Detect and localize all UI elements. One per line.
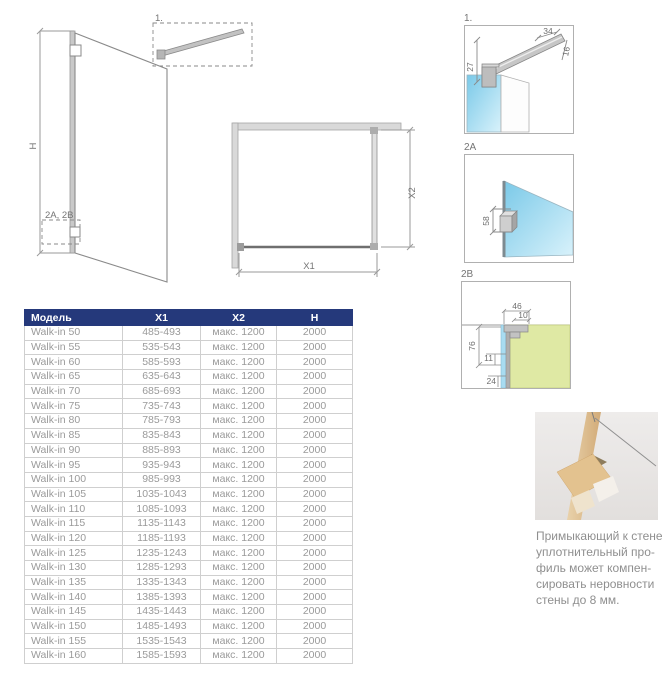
table-row <box>25 458 353 473</box>
table-row <box>25 634 353 649</box>
bracket-plate <box>504 325 528 332</box>
cell-h: 2000 <box>277 619 353 634</box>
header-x1: X1 <box>123 310 201 326</box>
cell-x1: 1385-1393 <box>123 590 201 605</box>
seal-profile-section <box>506 325 510 388</box>
cell-model: Walk-in 100 <box>25 472 123 487</box>
cell-x1: 935-943 <box>123 458 201 473</box>
dim-16-label: 16 <box>560 45 572 58</box>
cell-h: 2000 <box>277 575 353 590</box>
cell-model: Walk-in 90 <box>25 443 123 458</box>
spec-table-header <box>25 310 353 326</box>
cell-model: Walk-in 150 <box>25 619 123 634</box>
cell-x1: 1485-1493 <box>123 619 201 634</box>
detail-1-box <box>464 25 574 134</box>
cell-x2: макс. 1200 <box>201 590 277 605</box>
bottom-wall-bracket <box>70 227 80 237</box>
glass-side-face <box>501 75 529 132</box>
cell-h: 2000 <box>277 472 353 487</box>
cell-x1: 785-793 <box>123 414 201 429</box>
cell-h: 2000 <box>277 384 353 399</box>
note-line: Примыкающий к стене <box>536 529 663 543</box>
cell-model: Walk-in 135 <box>25 575 123 590</box>
support-bar-clamp <box>157 50 165 59</box>
cell-x2: макс. 1200 <box>201 458 277 473</box>
cell-h: 2000 <box>277 326 353 341</box>
cell-model: Walk-in 85 <box>25 428 123 443</box>
cell-h: 2000 <box>277 443 353 458</box>
bracket-step <box>510 332 520 338</box>
table-row <box>25 384 353 399</box>
cell-h: 2000 <box>277 546 353 561</box>
note-line: сировать неровности <box>536 577 655 591</box>
cell-h: 2000 <box>277 340 353 355</box>
cell-model: Walk-in 145 <box>25 605 123 620</box>
cell-x1: 885-893 <box>123 443 201 458</box>
cell-h: 2000 <box>277 590 353 605</box>
dim-10-label: 10 <box>518 310 528 320</box>
bar-clamp-front <box>482 67 496 87</box>
table-row <box>25 326 353 341</box>
cell-x1: 485-493 <box>123 326 201 341</box>
table-row <box>25 487 353 502</box>
cell-x1: 985-993 <box>123 472 201 487</box>
cell-h: 2000 <box>277 502 353 517</box>
bar-wall-mount <box>370 127 378 134</box>
cell-x2: макс. 1200 <box>201 634 277 649</box>
cell-h: 2000 <box>277 605 353 620</box>
cell-x1: 1535-1543 <box>123 634 201 649</box>
cell-model: Walk-in 50 <box>25 326 123 341</box>
cell-x2: макс. 1200 <box>201 487 277 502</box>
table-row <box>25 340 353 355</box>
cell-x1: 1585-1593 <box>123 649 201 664</box>
detail-2-ref-label: 2A, 2B <box>45 210 74 221</box>
table-row <box>25 370 353 385</box>
cell-h: 2000 <box>277 649 353 664</box>
cell-x2: макс. 1200 <box>201 384 277 399</box>
header-h: H <box>277 310 353 326</box>
cell-x1: 1285-1293 <box>123 561 201 576</box>
cell-model: Walk-in 80 <box>25 414 123 429</box>
cell-h: 2000 <box>277 531 353 546</box>
table-row <box>25 619 353 634</box>
cell-model: Walk-in 95 <box>25 458 123 473</box>
table-row <box>25 605 353 620</box>
cell-model: Walk-in 105 <box>25 487 123 502</box>
cell-x2: макс. 1200 <box>201 516 277 531</box>
top-wall-bracket <box>70 45 81 56</box>
height-dim-label: H <box>28 142 39 150</box>
seal-note <box>536 528 668 608</box>
dim-76-label: 76 <box>467 341 477 351</box>
cell-model: Walk-in 55 <box>25 340 123 355</box>
header-x2: X2 <box>201 310 277 326</box>
cell-model: Walk-in 140 <box>25 590 123 605</box>
cell-x2: макс. 1200 <box>201 370 277 385</box>
bracket-front-face <box>500 216 512 232</box>
cell-model: Walk-in 125 <box>25 546 123 561</box>
cell-model: Walk-in 160 <box>25 649 123 664</box>
header-model: Модель <box>25 310 123 326</box>
cell-x2: макс. 1200 <box>201 605 277 620</box>
dim-11-label: 11 <box>484 353 493 363</box>
table-row <box>25 546 353 561</box>
cell-h: 2000 <box>277 355 353 370</box>
table-row <box>25 472 353 487</box>
cell-h: 2000 <box>277 370 353 385</box>
glass-section <box>501 325 506 388</box>
cell-x1: 635-643 <box>123 370 201 385</box>
top-view-drawing <box>225 105 425 285</box>
cell-model: Walk-in 75 <box>25 399 123 414</box>
table-row <box>25 355 353 370</box>
cell-x2: макс. 1200 <box>201 472 277 487</box>
dim-34-label: 34 <box>543 26 553 36</box>
detail-2b-drawing <box>462 282 570 388</box>
glass-panel <box>75 33 167 282</box>
detail-2a-box <box>464 154 574 263</box>
x2-dim-label: X2 <box>407 187 418 199</box>
cell-x2: макс. 1200 <box>201 649 277 664</box>
cell-x1: 1185-1193 <box>123 531 201 546</box>
detail-2b-box <box>461 281 571 389</box>
cell-model: Walk-in 65 <box>25 370 123 385</box>
table-row <box>25 531 353 546</box>
cell-h: 2000 <box>277 458 353 473</box>
detail-2a-drawing <box>465 155 573 262</box>
dim-27-label: 27 <box>465 62 475 72</box>
seal-profile-photo <box>535 412 658 520</box>
cell-x2: макс. 1200 <box>201 546 277 561</box>
cell-h: 2000 <box>277 516 353 531</box>
table-row <box>25 414 353 429</box>
bar-highlight <box>490 37 562 71</box>
cell-x1: 535-543 <box>123 340 201 355</box>
cell-h: 2000 <box>277 561 353 576</box>
cell-x1: 585-593 <box>123 355 201 370</box>
table-row <box>25 590 353 605</box>
cell-x1: 1335-1343 <box>123 575 201 590</box>
table-row <box>25 399 353 414</box>
cell-model: Walk-in 110 <box>25 502 123 517</box>
height-dimension <box>37 28 74 256</box>
cell-x1: 1135-1143 <box>123 516 201 531</box>
perspective-drawing <box>20 10 260 300</box>
support-bar-top-view <box>372 130 377 247</box>
table-row <box>25 575 353 590</box>
support-bar <box>160 29 244 56</box>
cell-x2: макс. 1200 <box>201 428 277 443</box>
detail-1-ref-label: 1. <box>155 13 163 24</box>
detail-1-label: 1. <box>464 13 473 24</box>
cell-x1: 735-743 <box>123 399 201 414</box>
cell-x2: макс. 1200 <box>201 326 277 341</box>
detail-2b <box>461 270 571 389</box>
cell-model: Walk-in 115 <box>25 516 123 531</box>
table-row <box>25 649 353 664</box>
wall-bracket-top-view <box>237 243 244 251</box>
detail-1-drawing <box>465 26 573 133</box>
table-row <box>25 443 353 458</box>
cell-model: Walk-in 70 <box>25 384 123 399</box>
table-row <box>25 428 353 443</box>
cell-model: Walk-in 155 <box>25 634 123 649</box>
cell-model: Walk-in 120 <box>25 531 123 546</box>
cell-x1: 1435-1443 <box>123 605 201 620</box>
dim-58-label: 58 <box>481 216 491 226</box>
cell-h: 2000 <box>277 634 353 649</box>
cell-x2: макс. 1200 <box>201 443 277 458</box>
table-row <box>25 502 353 517</box>
spec-table <box>24 309 353 664</box>
cell-model: Walk-in 130 <box>25 561 123 576</box>
cell-x1: 1085-1093 <box>123 502 201 517</box>
cell-x2: макс. 1200 <box>201 340 277 355</box>
cell-x1: 1035-1043 <box>123 487 201 502</box>
table-row <box>25 516 353 531</box>
spec-table-body <box>25 326 353 664</box>
cell-x2: макс. 1200 <box>201 561 277 576</box>
cell-h: 2000 <box>277 487 353 502</box>
cell-x1: 685-693 <box>123 384 201 399</box>
cell-x2: макс. 1200 <box>201 575 277 590</box>
cell-x1: 835-843 <box>123 428 201 443</box>
dim-46-label: 46 <box>512 301 522 311</box>
cell-h: 2000 <box>277 414 353 429</box>
detail-2b-label: 2B <box>461 269 474 280</box>
detail-2a-label: 2A <box>464 142 477 153</box>
cell-x2: макс. 1200 <box>201 399 277 414</box>
x1-dim-label: X1 <box>303 261 315 272</box>
note-line: уплотнительный про- <box>536 545 655 559</box>
detail-1 <box>464 14 574 134</box>
note-line: филь может компен- <box>536 561 652 575</box>
detail-2a <box>464 143 574 263</box>
table-row <box>25 561 353 576</box>
cell-model: Walk-in 60 <box>25 355 123 370</box>
dim-24-label: 24 <box>486 376 496 386</box>
cell-h: 2000 <box>277 428 353 443</box>
cell-x2: макс. 1200 <box>201 355 277 370</box>
header-row <box>25 310 353 326</box>
cell-x1: 1235-1243 <box>123 546 201 561</box>
note-line: стены до 8 мм. <box>536 593 620 607</box>
bar-glass-mount <box>370 243 378 250</box>
cell-h: 2000 <box>277 399 353 414</box>
cell-x2: макс. 1200 <box>201 502 277 517</box>
cell-x2: макс. 1200 <box>201 531 277 546</box>
cell-x2: макс. 1200 <box>201 619 277 634</box>
cell-x2: макс. 1200 <box>201 414 277 429</box>
